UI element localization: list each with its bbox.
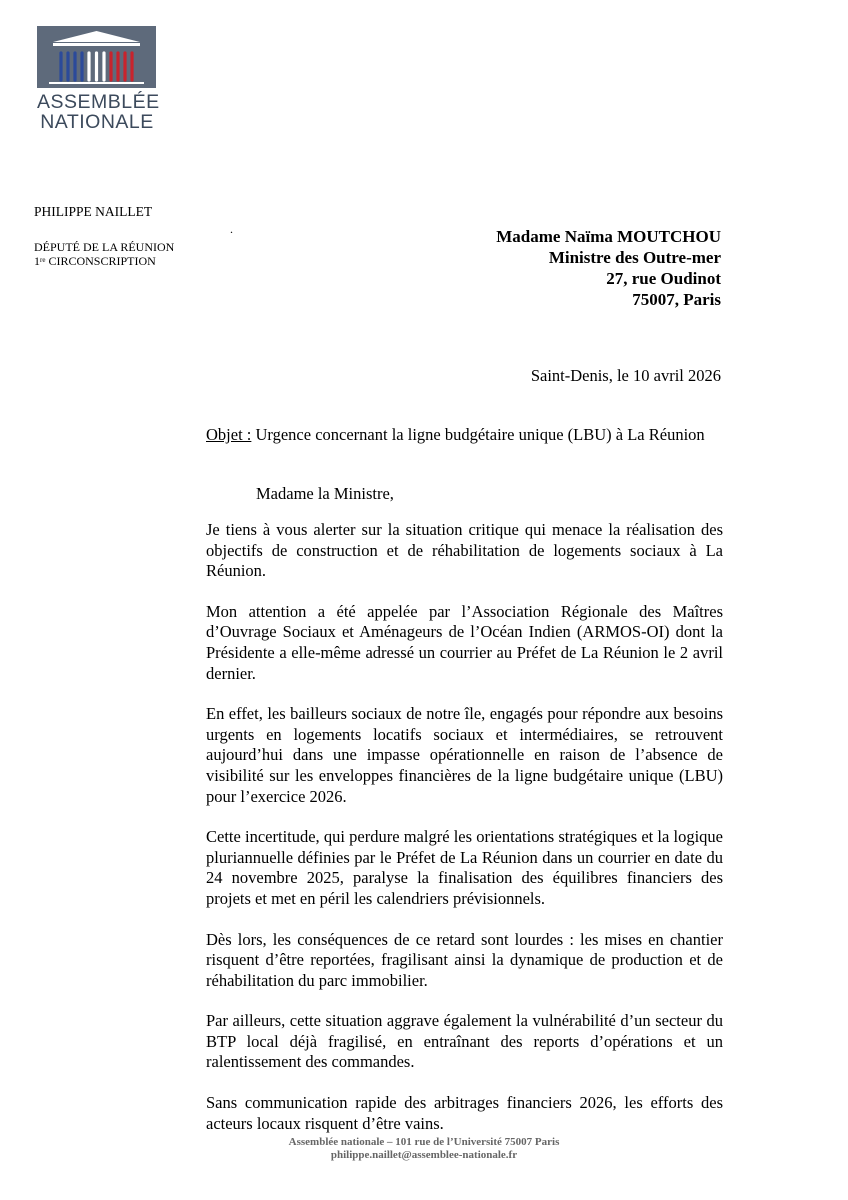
footer-email: philippe.naillet@assemblee-nationale.fr — [330, 1149, 518, 1161]
sender-title-line-1: DÉPUTÉ DE LA RÉUNION — [34, 240, 175, 254]
sender-name: PHILIPPE NAILLET — [34, 204, 153, 219]
recipient-city: 75007, Paris — [632, 290, 721, 309]
circonscription-label: CIRCONSCRIPTION — [45, 254, 156, 268]
sender-title-line-2 — [34, 254, 174, 268]
recipient-address-block — [496, 226, 721, 310]
stray-mark: . — [230, 222, 233, 236]
recipient-name: Madame Naïma MOUTCHOU — [496, 227, 721, 246]
body-paragraph: Cette incertitude, qui perdure malgré les orientations stratégiques et la logique pluriannuelle définies par le Préfet de La Réunion dans un courrier en date du 24 novembre 2025, paralyse la finalisation des équilibres financiers des projets et met en péril les calendriers prévisionnels. — [206, 827, 723, 908]
body-paragraph: Dès lors, les conséquences de ce retard sont lourdes : les mises en chantier risquent d’être reportées, fragilisant ainsi la dynamique de production et de réhabilitation du parc immobilier. — [206, 929, 723, 990]
circonscription-ordinal: re — [40, 256, 46, 264]
body-paragraph: Par ailleurs, cette situation aggrave également la vulnérabilité d’un secteur du BTP local déjà fragilisé, en entraînant des reports d’opérations et un ralentissement des commandes. — [206, 1011, 723, 1072]
subject-text: Urgence concernant la ligne budgétaire unique (LBU) à La Réunion — [251, 425, 705, 444]
circonscription-number: 1 — [34, 254, 40, 268]
logo-line-2: NATIONALE — [40, 111, 154, 133]
body-paragraph: Mon attention a été appelée par l’Association Régionale des Maîtres d’Ouvrage Sociaux et Aménageurs de l’Océan Indien (ARMOS-OI) dont la Présidente a elle-même adressé un courrier au Préfet de La Réunion le 2 avril dernier. — [206, 601, 723, 683]
salutation: Madame la Ministre, — [256, 484, 394, 503]
page-footer — [0, 1136, 848, 1162]
sender-title — [34, 240, 174, 268]
assemblee-nationale-logo — [37, 26, 160, 133]
body-paragraph: En effet, les bailleurs sociaux de notre île, engagés pour répondre aux besoins urgents en logements locatifs sociaux et intermédiaires, se retrouvent aujourd’hui dans une impasse opérationnelle en raison de l’absence de visibilité sur les enveloppes financières de la ligne budgétaire unique (LBU) pour l’exercice 2026. — [206, 704, 723, 806]
letter-body — [206, 520, 723, 1154]
place-date-line: Saint-Denis, le 10 avril 2026 — [530, 366, 721, 385]
logo-wordmark — [37, 91, 160, 133]
subject-line — [206, 425, 705, 445]
subject-label: Objet : — [206, 425, 252, 444]
hemicycle-emblem-icon — [37, 26, 156, 88]
recipient-role: Ministre des Outre-mer — [548, 248, 721, 267]
recipient-street: 27, rue Oudinot — [606, 269, 721, 288]
logo-line-1: ASSEMBLÉE — [37, 91, 160, 113]
footer-address: Assemblée nationale – 101 rue de l’Université 75007 Paris — [288, 1136, 560, 1148]
body-paragraph: Je tiens à vous alerter sur la situation critique qui menace la réalisation des objectifs de construction et de réhabilitation de logements sociaux à La Réunion. — [206, 520, 723, 581]
body-paragraph: Sans communication rapide des arbitrages financiers 2026, les efforts des acteurs locaux risquent d’être vains. — [206, 1093, 723, 1133]
